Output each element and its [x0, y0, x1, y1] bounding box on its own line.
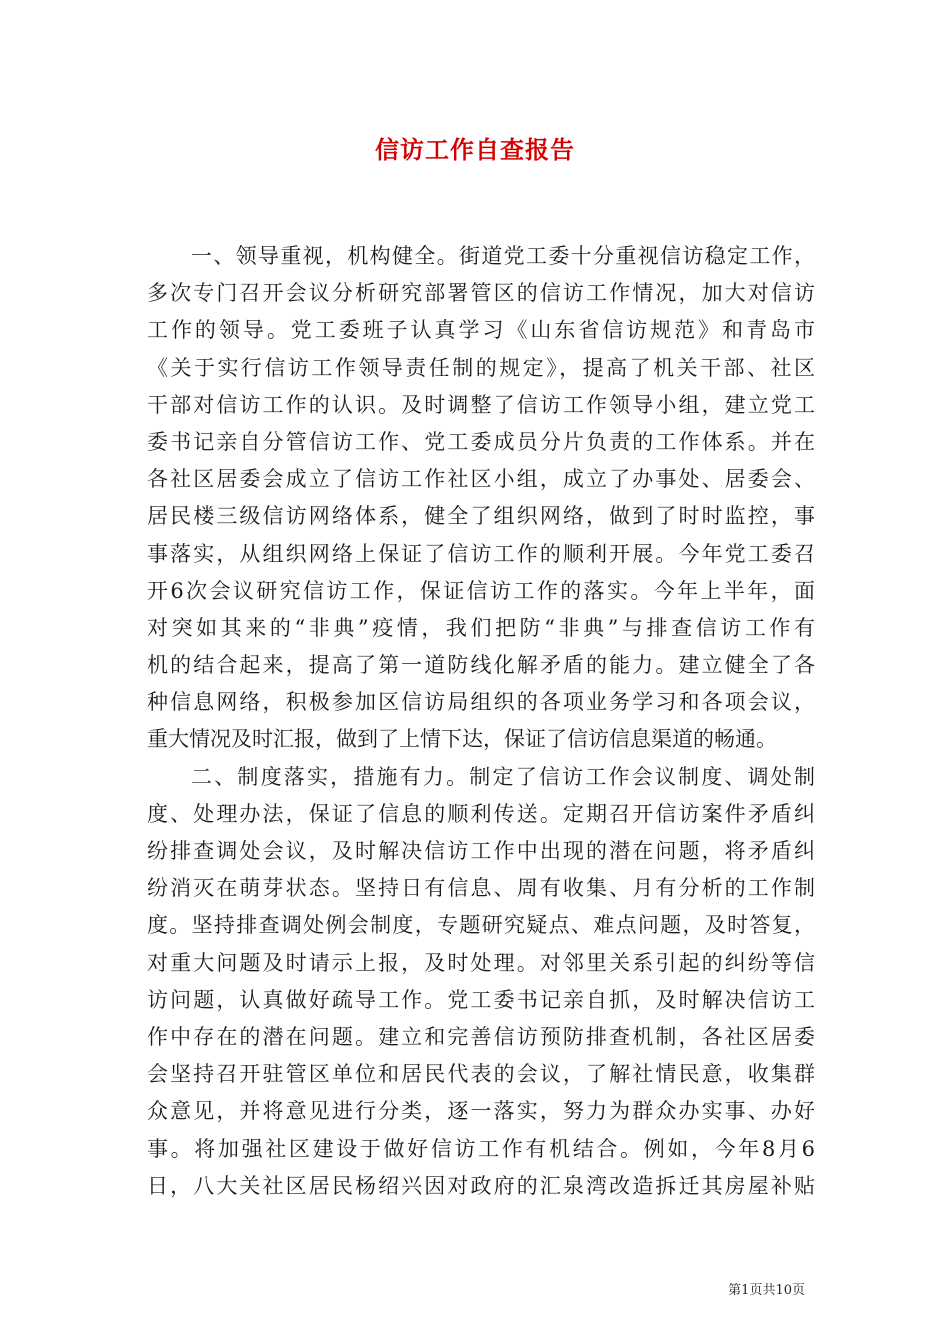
body-line: 会坚持召开驻管区单位和居民代表的会议，了解社情民意，收集群	[147, 1062, 815, 1087]
body-line: 多次专门召开会议分析研究部署管区的信访工作情况，加大对信访	[147, 281, 815, 306]
body-line: 对突如其来的“非典”疫情，我们把防“非典”与排查信访工作有	[147, 615, 815, 640]
body-line: 种信息网络，积极参加区信访局组织的各项业务学习和各项会议，	[147, 690, 815, 715]
body-line: 对重大问题及时请示上报，及时处理。对邻里关系引起的纠纷等信	[147, 950, 815, 975]
body-line: 度。坚持排查调处例会制度，专题研究疑点、难点问题，及时答复，	[147, 913, 815, 938]
body-line: 事。将加强社区建设于做好信访工作有机结合。例如，今年8月6	[147, 1136, 815, 1161]
body-line: 访问题，认真做好疏导工作。党工委书记亲自抓，及时解决信访工	[147, 987, 815, 1012]
body-line: 纷排查调处会议，及时解决信访工作中出现的潜在问题，将矛盾纠	[147, 839, 815, 863]
body-line: 重大情况及时汇报，做到了上情下达，保证了信访信息渠道的畅通。	[147, 727, 777, 752]
body-line: 各社区居委会成立了信访工作社区小组，成立了办事处、居委会、	[147, 467, 815, 492]
body-line: 居民楼三级信访网络体系，健全了组织网络，做到了时时监控，事	[147, 504, 815, 529]
body-line: 工作的领导。党工委班子认真学习《山东省信访规范》和青岛市	[147, 318, 815, 343]
body-line: 二、制度落实，措施有力。制定了信访工作会议制度、调处制	[191, 764, 815, 789]
page-number-footer: 第1页共10页	[728, 1283, 805, 1298]
body-line: 事落实，从组织网络上保证了信访工作的顺利开展。今年党工委召	[147, 541, 815, 566]
body-line: 委书记亲自分管信访工作、党工委成员分片负责的工作体系。并在	[147, 429, 815, 454]
document-title: 信访工作自查报告	[375, 135, 575, 164]
body-line: 一、领导重视，机构健全。街道党工委十分重视信访稳定工作，	[191, 244, 815, 268]
document-body	[147, 238, 815, 1205]
body-line: 日，八大关社区居民杨绍兴因对政府的汇泉湾改造拆迁其房屋补贴	[147, 1173, 815, 1198]
body-line: 《关于实行信访工作领导责任制的规定》，提高了机关干部、社区	[147, 355, 815, 380]
body-line: 度、处理办法，保证了信息的顺利传送。定期召开信访案件矛盾纠	[147, 801, 815, 826]
body-line: 作中存在的潜在问题。建立和完善信访预防排查机制，各社区居委	[147, 1024, 815, 1049]
body-line: 干部对信访工作的认识。及时调整了信访工作领导小组，建立党工	[147, 392, 815, 417]
body-line: 开6次会议研究信访工作，保证信访工作的落实。今年上半年，面	[147, 578, 815, 603]
body-line: 众意见，并将意见进行分类，逐一落实，努力为群众办实事、办好	[147, 1099, 815, 1124]
body-line: 纷消灭在萌芽状态。坚持日有信息、周有收集、月有分析的工作制	[147, 876, 815, 901]
body-line: 机的结合起来，提高了第一道防线化解矛盾的能力。建立健全了各	[147, 653, 815, 678]
